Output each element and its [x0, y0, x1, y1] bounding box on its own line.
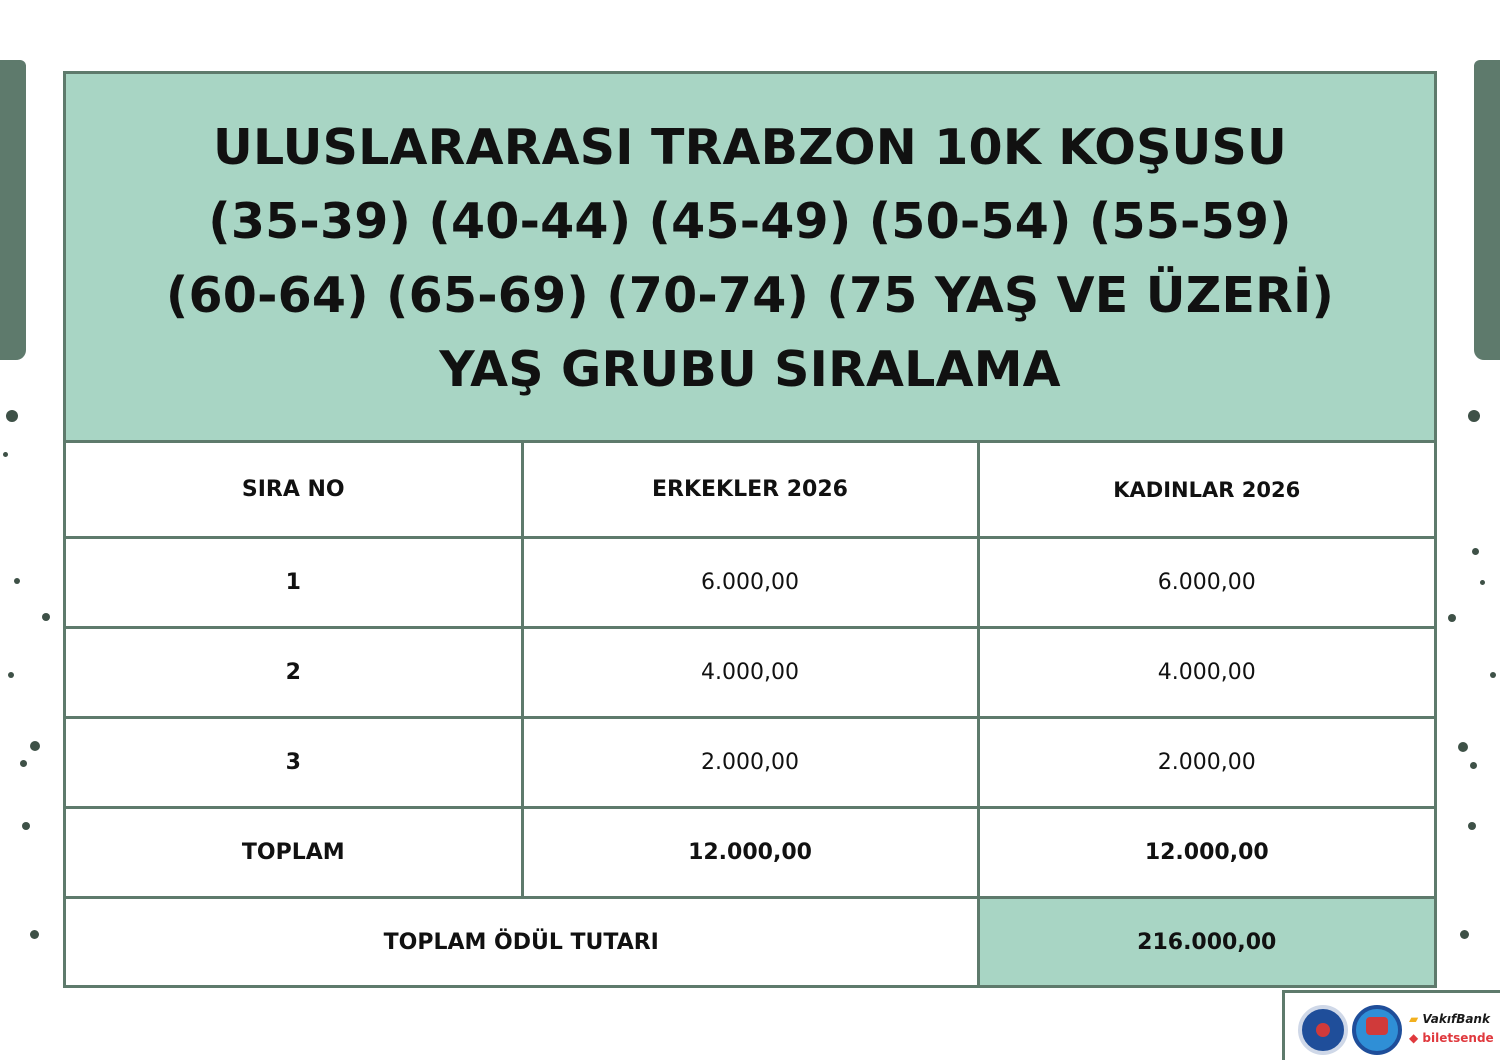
- title-line-1: ULUSLARARASI TRABZON 10K KOŞUSU: [212, 119, 1288, 176]
- decorative-right-bar: [1474, 60, 1500, 360]
- decorative-left-bar: [0, 60, 26, 360]
- rank-cell: 1: [66, 538, 522, 628]
- grand-total-label: TOPLAM ÖDÜL TUTARI: [66, 898, 978, 986]
- prize-table: [66, 443, 1434, 985]
- title-line-3: (60-64) (65-69) (70-74) (75 YAŞ VE ÜZERİ): [165, 267, 1335, 324]
- total-label: TOPLAM: [66, 808, 522, 898]
- city-municipality-logo: [1352, 1005, 1402, 1055]
- women-prize-cell: 6.000,00: [978, 538, 1434, 628]
- column-header-women: KADINLAR 2026: [978, 443, 1434, 538]
- table-row: [66, 538, 1434, 628]
- title-line-2: (35-39) (40-44) (45-49) (50-54) (55-59): [208, 193, 1292, 250]
- municipality-seal-logo: [1298, 1005, 1348, 1055]
- table-row: [66, 628, 1434, 718]
- men-prize-cell: 4.000,00: [522, 628, 978, 718]
- men-prize-cell: 2.000,00: [522, 718, 978, 808]
- ticket-icon: ◆: [1409, 1031, 1419, 1045]
- rank-cell: 3: [66, 718, 522, 808]
- total-women: 12.000,00: [978, 808, 1434, 898]
- title-line-4: YAŞ GRUBU SIRALAMA: [439, 341, 1061, 398]
- biletsende-logo: ◆ biletsende: [1409, 1031, 1494, 1045]
- column-header-rank: SIRA NO: [66, 443, 522, 538]
- vakifbank-mark-icon: ▰: [1409, 1012, 1419, 1026]
- table-header-row: [66, 443, 1434, 538]
- grand-total-row: [66, 898, 1434, 986]
- women-prize-cell: 2.000,00: [978, 718, 1434, 808]
- title-banner: [66, 74, 1434, 443]
- sponsor-logos: [1282, 990, 1500, 1060]
- grand-total-value: 216.000,00: [978, 898, 1434, 986]
- total-row: [66, 808, 1434, 898]
- table-row: [66, 718, 1434, 808]
- total-men: 12.000,00: [522, 808, 978, 898]
- men-prize-cell: 6.000,00: [522, 538, 978, 628]
- vakifbank-logo: ▰ VakıfBank: [1409, 1012, 1490, 1026]
- women-prize-cell: 4.000,00: [978, 628, 1434, 718]
- rank-cell: 2: [66, 628, 522, 718]
- column-header-men: ERKEKLER 2026: [522, 443, 978, 538]
- prize-card: [63, 71, 1437, 988]
